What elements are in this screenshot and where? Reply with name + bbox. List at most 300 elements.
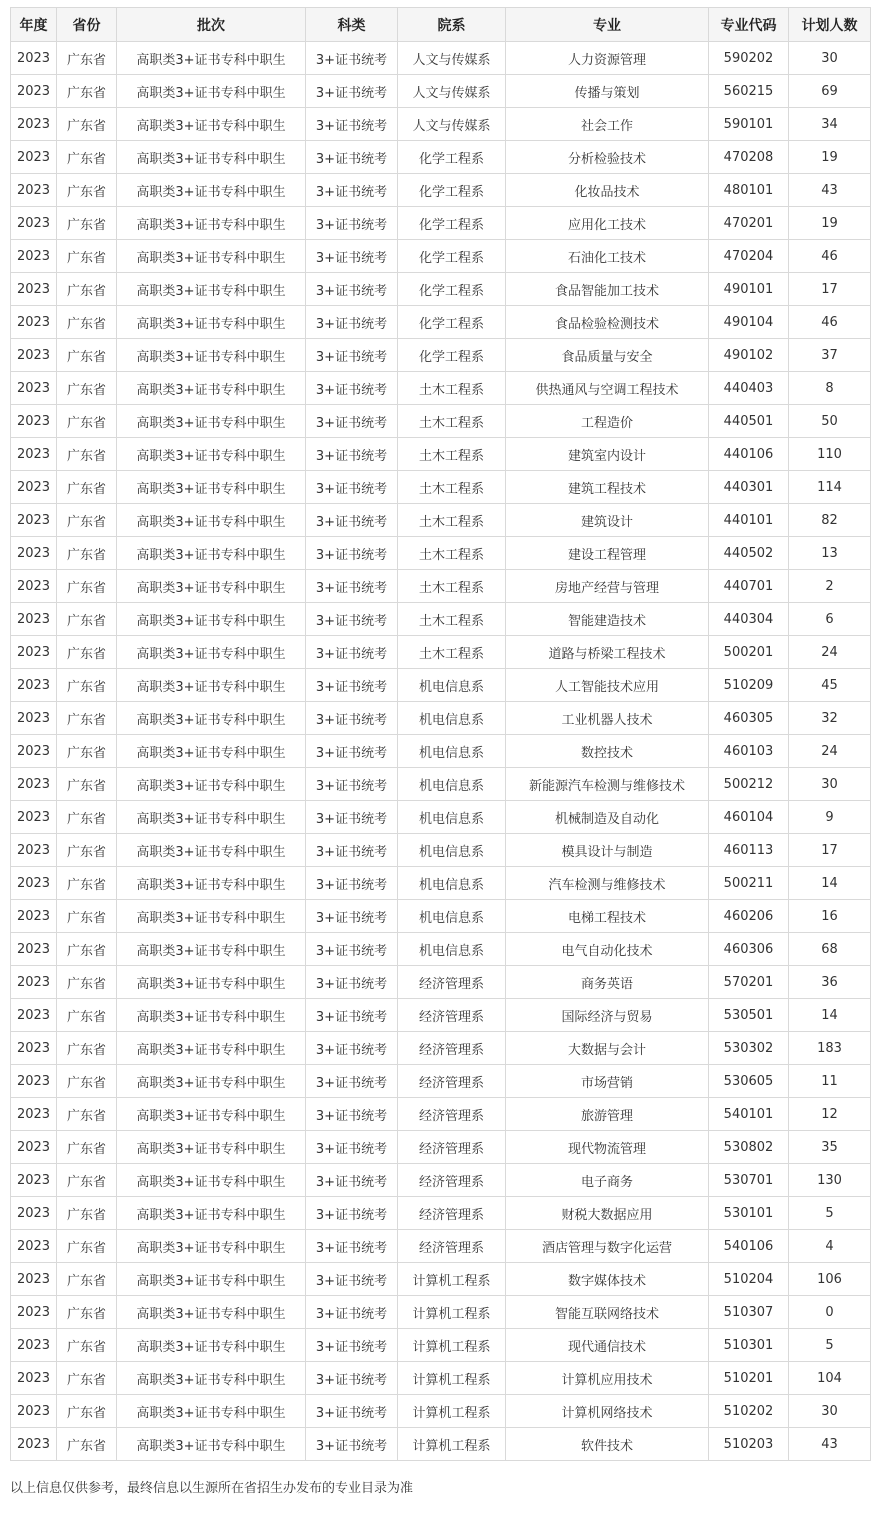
cell-batch: 高职类3+证书专科中职生 — [117, 735, 306, 768]
table-row — [11, 867, 871, 900]
cell-major: 应用化工技术 — [506, 207, 709, 240]
cell-batch: 高职类3+证书专科中职生 — [117, 1197, 306, 1230]
cell-major: 道路与桥梁工程技术 — [506, 636, 709, 669]
cell-major: 电子商务 — [506, 1164, 709, 1197]
cell-major: 化妆品技术 — [506, 174, 709, 207]
cell-year: 2023 — [11, 801, 57, 834]
cell-plan-count: 183 — [789, 1032, 871, 1065]
cell-province: 广东省 — [57, 1296, 117, 1329]
cell-major-code: 530605 — [709, 1065, 789, 1098]
cell-province: 广东省 — [57, 966, 117, 999]
cell-year: 2023 — [11, 207, 57, 240]
cell-year: 2023 — [11, 867, 57, 900]
cell-year: 2023 — [11, 966, 57, 999]
cell-department: 经济管理系 — [398, 1098, 506, 1131]
cell-province: 广东省 — [57, 471, 117, 504]
cell-year: 2023 — [11, 174, 57, 207]
cell-category: 3+证书统考 — [306, 141, 398, 174]
cell-major-code: 540101 — [709, 1098, 789, 1131]
cell-major-code: 540106 — [709, 1230, 789, 1263]
cell-batch: 高职类3+证书专科中职生 — [117, 405, 306, 438]
cell-department: 机电信息系 — [398, 669, 506, 702]
cell-major-code: 500201 — [709, 636, 789, 669]
cell-batch: 高职类3+证书专科中职生 — [117, 75, 306, 108]
cell-province: 广东省 — [57, 1362, 117, 1395]
table-row — [11, 966, 871, 999]
cell-batch: 高职类3+证书专科中职生 — [117, 603, 306, 636]
cell-major: 电梯工程技术 — [506, 900, 709, 933]
cell-category: 3+证书统考 — [306, 933, 398, 966]
cell-province: 广东省 — [57, 933, 117, 966]
cell-batch: 高职类3+证书专科中职生 — [117, 900, 306, 933]
cell-year: 2023 — [11, 1230, 57, 1263]
cell-year: 2023 — [11, 471, 57, 504]
cell-major-code: 530101 — [709, 1197, 789, 1230]
cell-year: 2023 — [11, 669, 57, 702]
cell-major-code: 490104 — [709, 306, 789, 339]
table-row — [11, 471, 871, 504]
cell-major-code: 510301 — [709, 1329, 789, 1362]
cell-category: 3+证书统考 — [306, 306, 398, 339]
cell-major-code: 530302 — [709, 1032, 789, 1065]
cell-department: 机电信息系 — [398, 834, 506, 867]
header-major-code: 专业代码 — [709, 8, 789, 42]
cell-department: 机电信息系 — [398, 735, 506, 768]
cell-major: 食品质量与安全 — [506, 339, 709, 372]
cell-province: 广东省 — [57, 867, 117, 900]
cell-year: 2023 — [11, 570, 57, 603]
cell-province: 广东省 — [57, 636, 117, 669]
table-row — [11, 1395, 871, 1428]
cell-major: 建筑室内设计 — [506, 438, 709, 471]
header-row — [11, 8, 871, 42]
cell-batch: 高职类3+证书专科中职生 — [117, 1263, 306, 1296]
table-row — [11, 1065, 871, 1098]
cell-category: 3+证书统考 — [306, 636, 398, 669]
table-row — [11, 933, 871, 966]
cell-province: 广东省 — [57, 273, 117, 306]
table-row — [11, 570, 871, 603]
table-row — [11, 405, 871, 438]
cell-department: 经济管理系 — [398, 966, 506, 999]
cell-major-code: 440301 — [709, 471, 789, 504]
cell-major-code: 590202 — [709, 42, 789, 75]
cell-year: 2023 — [11, 273, 57, 306]
cell-department: 计算机工程系 — [398, 1395, 506, 1428]
cell-category: 3+证书统考 — [306, 603, 398, 636]
cell-province: 广东省 — [57, 1032, 117, 1065]
cell-major-code: 530701 — [709, 1164, 789, 1197]
cell-plan-count: 16 — [789, 900, 871, 933]
cell-province: 广东省 — [57, 1395, 117, 1428]
table-row — [11, 108, 871, 141]
cell-plan-count: 36 — [789, 966, 871, 999]
cell-category: 3+证书统考 — [306, 1131, 398, 1164]
cell-plan-count: 43 — [789, 174, 871, 207]
table-row — [11, 42, 871, 75]
cell-major: 酒店管理与数字化运营 — [506, 1230, 709, 1263]
cell-plan-count: 82 — [789, 504, 871, 537]
cell-major-code: 440106 — [709, 438, 789, 471]
cell-year: 2023 — [11, 240, 57, 273]
table-row — [11, 438, 871, 471]
cell-province: 广东省 — [57, 1065, 117, 1098]
cell-year: 2023 — [11, 999, 57, 1032]
cell-category: 3+证书统考 — [306, 1296, 398, 1329]
cell-plan-count: 30 — [789, 42, 871, 75]
cell-department: 机电信息系 — [398, 867, 506, 900]
cell-major: 模具设计与制造 — [506, 834, 709, 867]
cell-province: 广东省 — [57, 768, 117, 801]
cell-category: 3+证书统考 — [306, 702, 398, 735]
cell-major: 国际经济与贸易 — [506, 999, 709, 1032]
table-row — [11, 537, 871, 570]
cell-batch: 高职类3+证书专科中职生 — [117, 999, 306, 1032]
cell-major: 电气自动化技术 — [506, 933, 709, 966]
cell-plan-count: 8 — [789, 372, 871, 405]
cell-province: 广东省 — [57, 141, 117, 174]
cell-department: 经济管理系 — [398, 1164, 506, 1197]
table-row — [11, 834, 871, 867]
cell-major: 数字媒体技术 — [506, 1263, 709, 1296]
cell-batch: 高职类3+证书专科中职生 — [117, 966, 306, 999]
cell-major-code: 560215 — [709, 75, 789, 108]
cell-year: 2023 — [11, 306, 57, 339]
cell-major-code: 470204 — [709, 240, 789, 273]
cell-major: 工程造价 — [506, 405, 709, 438]
cell-category: 3+证书统考 — [306, 900, 398, 933]
cell-major-code: 460113 — [709, 834, 789, 867]
cell-plan-count: 14 — [789, 999, 871, 1032]
cell-major: 传播与策划 — [506, 75, 709, 108]
cell-major-code: 440403 — [709, 372, 789, 405]
cell-department: 计算机工程系 — [398, 1362, 506, 1395]
cell-department: 机电信息系 — [398, 801, 506, 834]
header-batch: 批次 — [117, 8, 306, 42]
table-row — [11, 306, 871, 339]
cell-year: 2023 — [11, 1131, 57, 1164]
cell-province: 广东省 — [57, 1428, 117, 1461]
cell-category: 3+证书统考 — [306, 1329, 398, 1362]
cell-major-code: 460104 — [709, 801, 789, 834]
cell-province: 广东省 — [57, 1164, 117, 1197]
cell-year: 2023 — [11, 339, 57, 372]
cell-plan-count: 114 — [789, 471, 871, 504]
cell-year: 2023 — [11, 1065, 57, 1098]
cell-year: 2023 — [11, 636, 57, 669]
cell-plan-count: 13 — [789, 537, 871, 570]
cell-batch: 高职类3+证书专科中职生 — [117, 174, 306, 207]
cell-department: 土木工程系 — [398, 471, 506, 504]
cell-major: 商务英语 — [506, 966, 709, 999]
cell-year: 2023 — [11, 75, 57, 108]
cell-province: 广东省 — [57, 702, 117, 735]
header-major: 专业 — [506, 8, 709, 42]
cell-plan-count: 17 — [789, 834, 871, 867]
cell-category: 3+证书统考 — [306, 999, 398, 1032]
cell-major: 供热通风与空调工程技术 — [506, 372, 709, 405]
cell-batch: 高职类3+证书专科中职生 — [117, 768, 306, 801]
table-body — [11, 42, 871, 1461]
table-row — [11, 735, 871, 768]
cell-department: 人文与传媒系 — [398, 108, 506, 141]
cell-year: 2023 — [11, 900, 57, 933]
cell-category: 3+证书统考 — [306, 438, 398, 471]
cell-plan-count: 104 — [789, 1362, 871, 1395]
cell-province: 广东省 — [57, 240, 117, 273]
admission-plan-table — [10, 7, 871, 1461]
cell-batch: 高职类3+证书专科中职生 — [117, 702, 306, 735]
cell-year: 2023 — [11, 1164, 57, 1197]
cell-year: 2023 — [11, 42, 57, 75]
cell-department: 计算机工程系 — [398, 1428, 506, 1461]
cell-batch: 高职类3+证书专科中职生 — [117, 834, 306, 867]
cell-major: 工业机器人技术 — [506, 702, 709, 735]
cell-category: 3+证书统考 — [306, 372, 398, 405]
cell-category: 3+证书统考 — [306, 867, 398, 900]
cell-department: 土木工程系 — [398, 372, 506, 405]
cell-batch: 高职类3+证书专科中职生 — [117, 372, 306, 405]
cell-year: 2023 — [11, 438, 57, 471]
cell-province: 广东省 — [57, 1131, 117, 1164]
cell-department: 化学工程系 — [398, 207, 506, 240]
header-province: 省份 — [57, 8, 117, 42]
cell-plan-count: 43 — [789, 1428, 871, 1461]
table-row — [11, 1131, 871, 1164]
cell-plan-count: 110 — [789, 438, 871, 471]
table-row — [11, 1098, 871, 1131]
cell-major: 食品检验检测技术 — [506, 306, 709, 339]
cell-category: 3+证书统考 — [306, 339, 398, 372]
cell-category: 3+证书统考 — [306, 1230, 398, 1263]
cell-department: 土木工程系 — [398, 438, 506, 471]
table-row — [11, 1197, 871, 1230]
cell-department: 经济管理系 — [398, 1032, 506, 1065]
cell-category: 3+证书统考 — [306, 405, 398, 438]
cell-major-code: 510204 — [709, 1263, 789, 1296]
cell-province: 广东省 — [57, 735, 117, 768]
cell-department: 土木工程系 — [398, 537, 506, 570]
cell-category: 3+证书统考 — [306, 1362, 398, 1395]
cell-province: 广东省 — [57, 1329, 117, 1362]
cell-department: 化学工程系 — [398, 339, 506, 372]
cell-province: 广东省 — [57, 306, 117, 339]
cell-major-code: 490102 — [709, 339, 789, 372]
cell-batch: 高职类3+证书专科中职生 — [117, 1230, 306, 1263]
cell-province: 广东省 — [57, 537, 117, 570]
cell-province: 广东省 — [57, 372, 117, 405]
cell-batch: 高职类3+证书专科中职生 — [117, 1362, 306, 1395]
cell-plan-count: 32 — [789, 702, 871, 735]
table-row — [11, 636, 871, 669]
cell-year: 2023 — [11, 108, 57, 141]
cell-plan-count: 30 — [789, 768, 871, 801]
cell-batch: 高职类3+证书专科中职生 — [117, 504, 306, 537]
cell-batch: 高职类3+证书专科中职生 — [117, 867, 306, 900]
cell-major-code: 500211 — [709, 867, 789, 900]
cell-major-code: 440502 — [709, 537, 789, 570]
table-row — [11, 1032, 871, 1065]
table-row — [11, 174, 871, 207]
cell-plan-count: 30 — [789, 1395, 871, 1428]
cell-department: 机电信息系 — [398, 702, 506, 735]
cell-department: 土木工程系 — [398, 405, 506, 438]
cell-plan-count: 19 — [789, 207, 871, 240]
cell-plan-count: 14 — [789, 867, 871, 900]
cell-category: 3+证书统考 — [306, 537, 398, 570]
table-row — [11, 372, 871, 405]
cell-plan-count: 68 — [789, 933, 871, 966]
cell-major-code: 500212 — [709, 768, 789, 801]
cell-category: 3+证书统考 — [306, 1098, 398, 1131]
cell-plan-count: 46 — [789, 306, 871, 339]
cell-province: 广东省 — [57, 1230, 117, 1263]
cell-batch: 高职类3+证书专科中职生 — [117, 471, 306, 504]
table-row — [11, 1230, 871, 1263]
cell-category: 3+证书统考 — [306, 735, 398, 768]
cell-category: 3+证书统考 — [306, 669, 398, 702]
disclaimer-note: 以上信息仅供参考，最终信息以生源所在省招生办发布的专业目录为准 — [10, 1481, 414, 1496]
cell-department: 经济管理系 — [398, 1131, 506, 1164]
cell-department: 化学工程系 — [398, 306, 506, 339]
cell-major: 软件技术 — [506, 1428, 709, 1461]
cell-year: 2023 — [11, 1296, 57, 1329]
cell-batch: 高职类3+证书专科中职生 — [117, 438, 306, 471]
cell-batch: 高职类3+证书专科中职生 — [117, 537, 306, 570]
cell-year: 2023 — [11, 1197, 57, 1230]
cell-batch: 高职类3+证书专科中职生 — [117, 273, 306, 306]
cell-major: 计算机应用技术 — [506, 1362, 709, 1395]
cell-plan-count: 50 — [789, 405, 871, 438]
table-row — [11, 702, 871, 735]
cell-plan-count: 69 — [789, 75, 871, 108]
cell-province: 广东省 — [57, 42, 117, 75]
cell-department: 经济管理系 — [398, 1197, 506, 1230]
cell-plan-count: 35 — [789, 1131, 871, 1164]
cell-major: 计算机网络技术 — [506, 1395, 709, 1428]
cell-major-code: 440101 — [709, 504, 789, 537]
cell-year: 2023 — [11, 504, 57, 537]
cell-major: 智能建造技术 — [506, 603, 709, 636]
cell-department: 经济管理系 — [398, 1065, 506, 1098]
cell-province: 广东省 — [57, 108, 117, 141]
table-row — [11, 669, 871, 702]
cell-department: 计算机工程系 — [398, 1329, 506, 1362]
cell-plan-count: 17 — [789, 273, 871, 306]
cell-plan-count: 19 — [789, 141, 871, 174]
cell-year: 2023 — [11, 1362, 57, 1395]
cell-major-code: 440304 — [709, 603, 789, 636]
cell-province: 广东省 — [57, 999, 117, 1032]
cell-major: 市场营销 — [506, 1065, 709, 1098]
cell-year: 2023 — [11, 768, 57, 801]
cell-major: 大数据与会计 — [506, 1032, 709, 1065]
cell-major-code: 480101 — [709, 174, 789, 207]
cell-year: 2023 — [11, 1263, 57, 1296]
table-row — [11, 801, 871, 834]
cell-department: 计算机工程系 — [398, 1263, 506, 1296]
table-row — [11, 900, 871, 933]
cell-major: 机械制造及自动化 — [506, 801, 709, 834]
cell-plan-count: 5 — [789, 1329, 871, 1362]
cell-major: 建筑设计 — [506, 504, 709, 537]
cell-plan-count: 46 — [789, 240, 871, 273]
cell-major: 现代物流管理 — [506, 1131, 709, 1164]
cell-batch: 高职类3+证书专科中职生 — [117, 1395, 306, 1428]
cell-year: 2023 — [11, 141, 57, 174]
cell-category: 3+证书统考 — [306, 75, 398, 108]
cell-major: 建筑工程技术 — [506, 471, 709, 504]
cell-major: 人工智能技术应用 — [506, 669, 709, 702]
cell-major-code: 530501 — [709, 999, 789, 1032]
cell-major: 社会工作 — [506, 108, 709, 141]
cell-category: 3+证书统考 — [306, 273, 398, 306]
cell-major: 人力资源管理 — [506, 42, 709, 75]
cell-year: 2023 — [11, 933, 57, 966]
cell-batch: 高职类3+证书专科中职生 — [117, 141, 306, 174]
table-row — [11, 1263, 871, 1296]
cell-batch: 高职类3+证书专科中职生 — [117, 207, 306, 240]
cell-plan-count: 5 — [789, 1197, 871, 1230]
cell-batch: 高职类3+证书专科中职生 — [117, 306, 306, 339]
cell-department: 化学工程系 — [398, 174, 506, 207]
cell-major-code: 590101 — [709, 108, 789, 141]
cell-category: 3+证书统考 — [306, 240, 398, 273]
cell-major-code: 510307 — [709, 1296, 789, 1329]
cell-year: 2023 — [11, 603, 57, 636]
cell-batch: 高职类3+证书专科中职生 — [117, 1065, 306, 1098]
table-row — [11, 999, 871, 1032]
cell-batch: 高职类3+证书专科中职生 — [117, 42, 306, 75]
cell-batch: 高职类3+证书专科中职生 — [117, 1164, 306, 1197]
table-row — [11, 1296, 871, 1329]
table-row — [11, 141, 871, 174]
cell-major-code: 470208 — [709, 141, 789, 174]
cell-province: 广东省 — [57, 438, 117, 471]
table-row — [11, 75, 871, 108]
cell-major-code: 490101 — [709, 273, 789, 306]
cell-major-code: 470201 — [709, 207, 789, 240]
cell-year: 2023 — [11, 537, 57, 570]
table-row — [11, 1329, 871, 1362]
cell-department: 土木工程系 — [398, 570, 506, 603]
cell-year: 2023 — [11, 1395, 57, 1428]
cell-plan-count: 106 — [789, 1263, 871, 1296]
cell-category: 3+证书统考 — [306, 966, 398, 999]
cell-department: 化学工程系 — [398, 141, 506, 174]
cell-province: 广东省 — [57, 570, 117, 603]
cell-major-code: 510201 — [709, 1362, 789, 1395]
cell-plan-count: 24 — [789, 636, 871, 669]
cell-batch: 高职类3+证书专科中职生 — [117, 801, 306, 834]
cell-category: 3+证书统考 — [306, 207, 398, 240]
cell-major-code: 460306 — [709, 933, 789, 966]
cell-province: 广东省 — [57, 603, 117, 636]
cell-plan-count: 37 — [789, 339, 871, 372]
header-plan-count: 计划人数 — [789, 8, 871, 42]
cell-plan-count: 34 — [789, 108, 871, 141]
cell-province: 广东省 — [57, 1263, 117, 1296]
cell-department: 化学工程系 — [398, 273, 506, 306]
cell-category: 3+证书统考 — [306, 471, 398, 504]
cell-year: 2023 — [11, 834, 57, 867]
cell-year: 2023 — [11, 372, 57, 405]
cell-province: 广东省 — [57, 75, 117, 108]
cell-batch: 高职类3+证书专科中职生 — [117, 669, 306, 702]
cell-major-code: 530802 — [709, 1131, 789, 1164]
table-row — [11, 207, 871, 240]
cell-department: 人文与传媒系 — [398, 75, 506, 108]
